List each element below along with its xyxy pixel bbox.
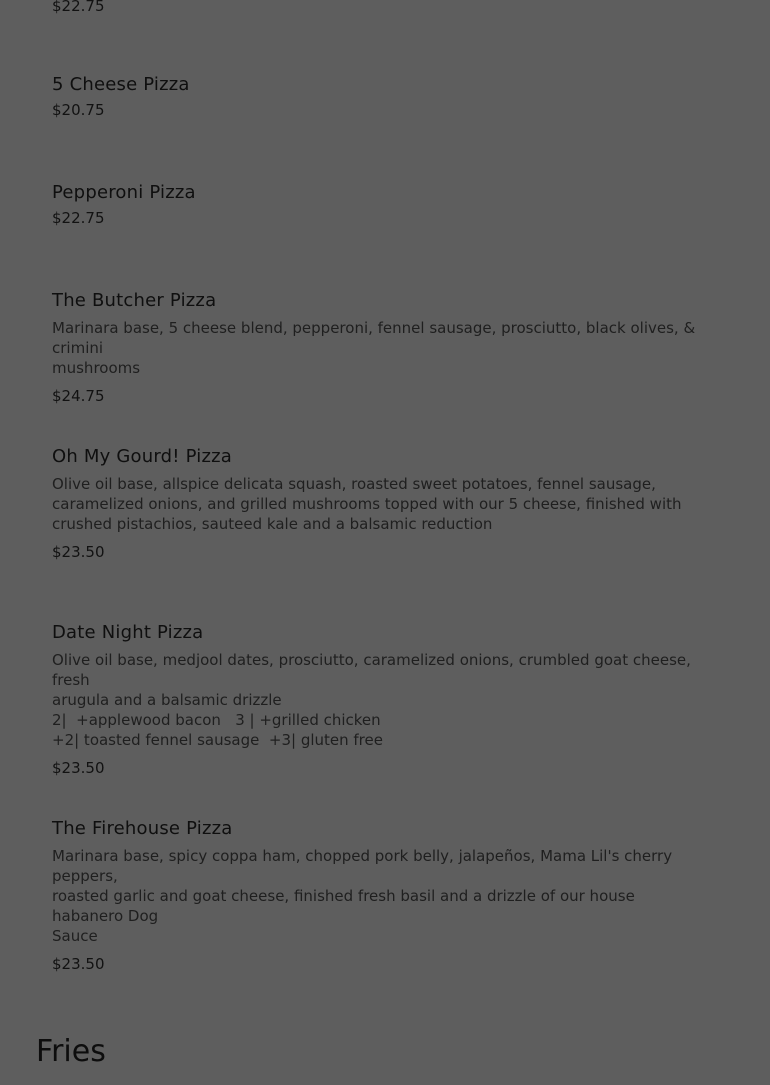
item-price: $22.75	[52, 0, 105, 15]
item-price: $23.50	[52, 759, 105, 777]
description-line: Olive oil base, allspice delicata squash, roasted sweet potatoes, fennel sausage,	[52, 475, 656, 493]
item-price: $20.75	[52, 101, 105, 119]
section-title-fries: Fries	[36, 1034, 106, 1069]
description-line: roasted garlic and goat cheese, finished fresh basil and a drizzle of our house habanero Dog	[52, 887, 635, 925]
description-line: Sauce	[52, 927, 98, 945]
description-line: Marinara base, 5 cheese blend, pepperoni, fennel sausage, prosciutto, black olives, & crimini	[52, 319, 696, 357]
item-price: $23.50	[52, 955, 105, 973]
description-line: +2| toasted fennel sausage +3| gluten free	[52, 731, 383, 749]
item-name: Oh My Gourd! Pizza	[52, 446, 233, 467]
description-line: crushed pistachios, sauteed kale and a balsamic reduction	[52, 515, 493, 533]
description-line: Marinara base, spicy coppa ham, chopped pork belly, jalapeños, Mama Lil's cherry peppers,	[52, 847, 673, 885]
description-line: mushrooms	[52, 359, 141, 377]
menu-item-5-cheese-pizza[interactable]	[52, 72, 697, 120]
menu-item-date-night-pizza[interactable]	[52, 620, 697, 778]
item-name: 5 Cheese Pizza	[52, 74, 190, 95]
item-name: Pepperoni Pizza	[52, 182, 196, 203]
menu-item-pepperoni-pizza[interactable]	[52, 180, 697, 228]
item-price: $23.50	[52, 543, 105, 561]
description-line: 2| +applewood bacon 3 | +grilled chicken	[52, 711, 381, 729]
menu-item-the-butcher-pizza[interactable]	[52, 288, 697, 406]
item-description	[52, 650, 697, 750]
item-description	[52, 474, 697, 534]
menu-item-oh-my-gourd-pizza[interactable]	[52, 444, 697, 562]
item-name: Date Night Pizza	[52, 622, 204, 643]
description-line: Olive oil base, medjool dates, prosciutto, caramelized onions, crumbled goat cheese, fresh	[52, 651, 691, 689]
item-description	[52, 318, 697, 378]
menu-item-the-firehouse-pizza[interactable]	[52, 816, 697, 974]
item-name: The Butcher Pizza	[52, 290, 217, 311]
description-line: arugula and a balsamic drizzle	[52, 691, 282, 709]
menu-item[interactable]	[52, 0, 697, 16]
item-name: The Firehouse Pizza	[52, 818, 233, 839]
description-line: caramelized onions, and grilled mushrooms topped with our 5 cheese, finished with	[52, 495, 682, 513]
item-price: $24.75	[52, 387, 105, 405]
item-price: $22.75	[52, 209, 105, 227]
item-description	[52, 846, 697, 946]
